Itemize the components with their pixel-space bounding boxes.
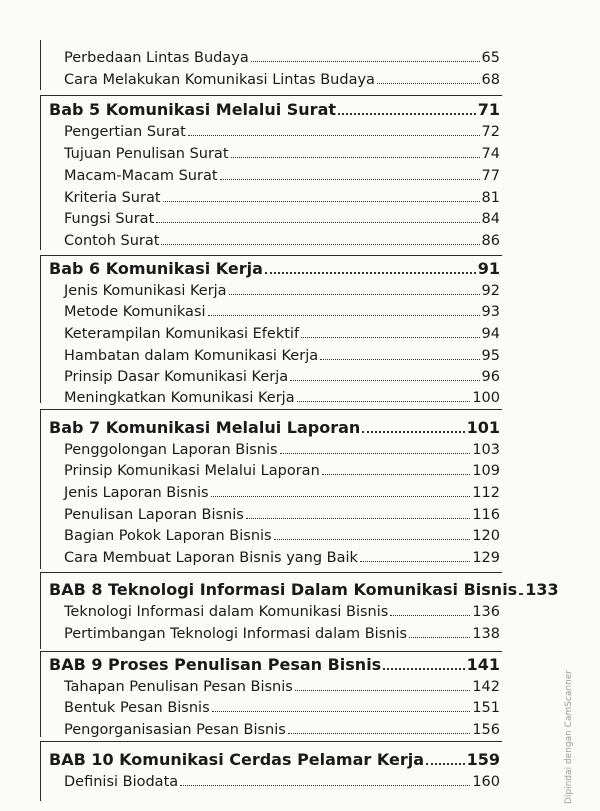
toc-entry: Penggolongan Laporan Bisnis 103 xyxy=(64,442,500,458)
toc-entry: Metode Komunikasi 93 xyxy=(64,304,500,320)
toc-chapter: BAB 9 Proses Penulisan Pesan Bisnis 141 xyxy=(49,655,500,674)
section-rule xyxy=(40,741,502,742)
section-rule xyxy=(40,409,502,410)
section-rule xyxy=(40,40,41,90)
toc-entry: Penulisan Laporan Bisnis 116 xyxy=(64,507,500,523)
scanner-watermark: Dipindai dengan CamScanner xyxy=(564,669,574,804)
toc-entry: Pertimbangan Teknologi Informasi dalam Bisnis 138 xyxy=(64,626,500,642)
toc-chapter: Bab 5 Komunikasi Melalui Surat 71 xyxy=(49,100,500,119)
toc-entry: Hambatan dalam Komunikasi Kerja 95 xyxy=(64,348,500,364)
section-rule xyxy=(40,651,41,737)
section-rule xyxy=(40,95,41,250)
toc-entry: Prinsip Komunikasi Melalui Laporan 109 xyxy=(64,463,500,479)
toc-entry: Bagian Pokok Laporan Bisnis 120 xyxy=(64,528,500,544)
toc-entry: Teknologi Informasi dalam Komunikasi Bisnis 136 xyxy=(64,604,500,620)
toc-entry: Kriteria Surat 81 xyxy=(64,190,500,206)
toc-chapter: BAB 8 Teknologi Informasi Dalam Komunikasi Bisnis 133 xyxy=(49,580,559,599)
toc-entry: Jenis Laporan Bisnis 112 xyxy=(64,485,500,501)
toc-entry: Definisi Biodata 160 xyxy=(64,774,500,790)
toc-chapter: BAB 10 Komunikasi Cerdas Pelamar Kerja 159 xyxy=(49,750,500,769)
section-rule xyxy=(40,255,41,403)
section-rule xyxy=(40,572,41,649)
toc-entry: Pengorganisasian Pesan Bisnis 156 xyxy=(64,722,500,738)
toc-entry: Perbedaan Lintas Budaya 65 xyxy=(64,50,500,66)
toc-entry: Macam-Macam Surat 77 xyxy=(64,168,500,184)
toc-entry: Prinsip Dasar Komunikasi Kerja 96 xyxy=(64,369,500,385)
toc-chapter: Bab 7 Komunikasi Melalui Laporan 101 xyxy=(49,418,500,437)
toc-entry: Jenis Komunikasi Kerja 92 xyxy=(64,283,500,299)
toc-entry: Cara Membuat Laporan Bisnis yang Baik 129 xyxy=(64,550,500,566)
toc-entry: Keterampilan Komunikasi Efektif 94 xyxy=(64,326,500,342)
toc-entry: Fungsi Surat 84 xyxy=(64,211,500,227)
toc-entry: Bentuk Pesan Bisnis 151 xyxy=(64,700,500,716)
toc-entry: Meningkatkan Komunikasi Kerja 100 xyxy=(64,390,500,406)
toc-entry: Pengertian Surat 72 xyxy=(64,124,500,140)
toc-entry: Tahapan Penulisan Pesan Bisnis 142 xyxy=(64,679,500,695)
toc-chapter: Bab 6 Komunikasi Kerja 91 xyxy=(49,259,500,278)
section-rule xyxy=(40,572,502,573)
section-rule xyxy=(40,409,41,569)
section-rule xyxy=(40,741,41,801)
toc-entry: Tujuan Penulisan Surat 74 xyxy=(64,146,500,162)
toc-entry: Contoh Surat 86 xyxy=(64,233,500,249)
toc-entry: Cara Melakukan Komunikasi Lintas Budaya 68 xyxy=(64,72,500,88)
